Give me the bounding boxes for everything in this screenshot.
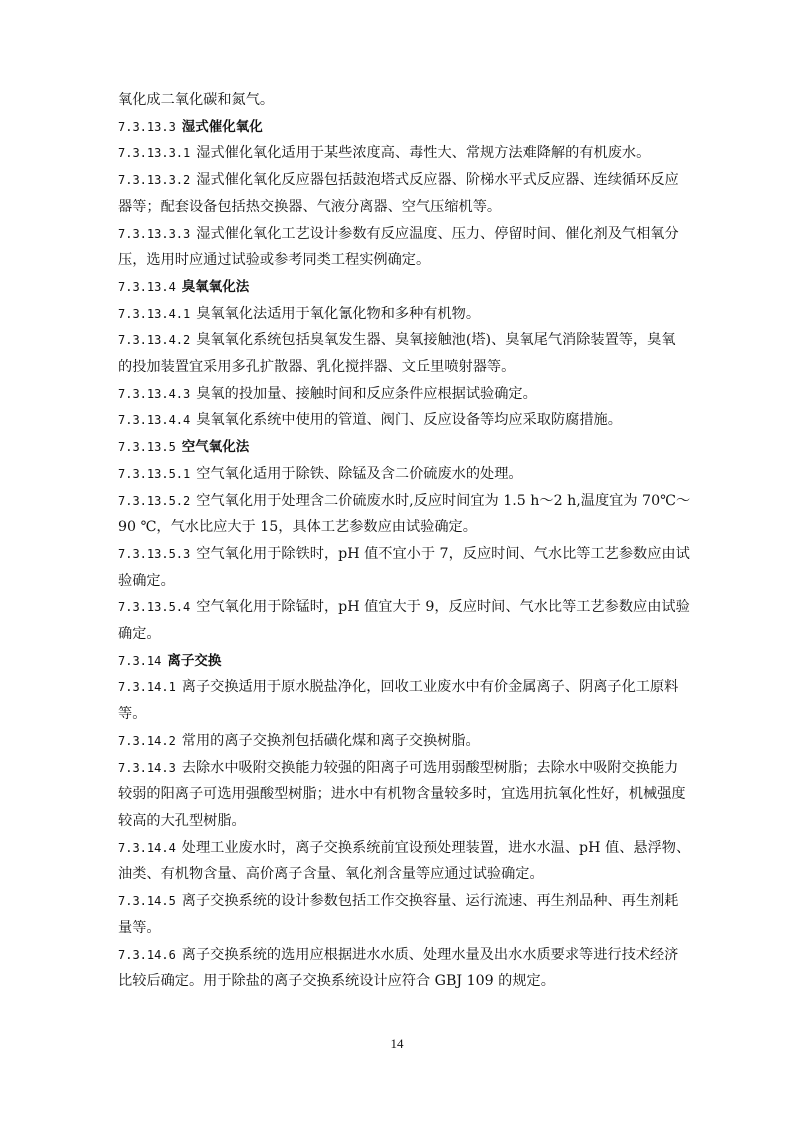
text-line (118, 888, 686, 915)
clause-text: 湿式催化氧化工艺设计参数有反应温度、压力、停留时间、催化剂及气相氧分 (196, 225, 679, 242)
document-body (118, 87, 691, 995)
text-line (118, 808, 686, 835)
clause-text: 常用的离子交换剂包括磺化煤和离子交换树脂。 (181, 732, 480, 749)
clause-number: 7.3.14.6 (118, 947, 176, 962)
heading-text: 离子交换 (167, 652, 222, 669)
clause-text: 氧化成二氧化碳和氮气。 (118, 92, 275, 108)
clause-text: 油类、有机物含量、高价离子含量、氧化剂含量等应通过试验确定。 (118, 866, 544, 883)
text-line (118, 728, 686, 755)
clause-number: 7.3.14.4 (118, 840, 176, 855)
clause-number: 7.3.13.4.2 (118, 333, 191, 348)
text-line (118, 568, 686, 595)
clause-text: 空气氧化用于除铁时，pH 值不宜小于 7，反应时间、气水比等工艺参数应由试 (196, 545, 690, 562)
section-heading (118, 434, 686, 461)
clause-text: 空气氧化用于处理含二价硫废水时,反应时间宜为 1.5 h～2 h,温度宜为 70℃～ (196, 492, 691, 509)
clause-text: 压，选用时应通过试验或参考同类工程实例确定。 (118, 252, 431, 269)
text-line (118, 247, 686, 274)
text-line (118, 221, 686, 248)
clause-number: 7.3.13.5 (118, 440, 176, 455)
clause-text: 处理工业废水时，离子交换系统前宜设预处理装置，进水水温、pH 值、悬浮物、 (181, 839, 691, 856)
clause-number: 7.3.13.5.1 (118, 466, 191, 481)
clause-text: 较高的大孔型树脂。 (118, 812, 246, 829)
clause-number: 7.3.13.4.3 (118, 386, 191, 401)
text-line (118, 621, 686, 648)
clause-text: 90 ℃，气水比应大于 15，具体工艺参数应由试验确定。 (118, 519, 477, 536)
text-line (118, 594, 690, 621)
text-line (118, 541, 690, 568)
text-line (118, 194, 686, 221)
clause-text: 湿式催化氧化反应器包括鼓泡塔式反应器、阶梯水平式反应器、连续循环反应 (196, 172, 679, 189)
page-number: 14 (390, 1036, 404, 1051)
clause-number: 7.3.13.3.1 (118, 146, 191, 161)
text-line (118, 701, 686, 728)
text-line (118, 674, 686, 701)
text-line (118, 167, 686, 194)
text-line (118, 835, 691, 862)
section-heading (118, 114, 686, 141)
section-heading (118, 274, 686, 301)
clause-text: 空气氧化适用于除铁、除锰及含二价硫废水的处理。 (196, 465, 523, 482)
text-line (118, 488, 691, 515)
section-heading (118, 648, 686, 675)
text-line (118, 781, 686, 808)
heading-text: 湿式催化氧化 (181, 118, 263, 135)
clause-number: 7.3.13.3 (118, 119, 176, 134)
clause-number: 7.3.13.4.1 (118, 306, 191, 321)
clause-number: 7.3.13.5.3 (118, 546, 191, 561)
clause-number: 7.3.13.5.2 (118, 493, 191, 508)
clause-text: 较弱的阳离子可选用强酸型树脂；进水中有机物含量较多时，宜选用抗氧化性好，机械强度 (118, 786, 686, 803)
clause-text: 验确定。 (118, 572, 175, 589)
clause-number: 7.3.14.1 (118, 680, 176, 695)
clause-text: 确定。 (118, 626, 161, 643)
clause-text: 的投加装置宜采用多孔扩散器、乳化搅拌器、文丘里喷射器等。 (118, 359, 516, 376)
text-line (118, 87, 686, 114)
text-line (118, 354, 686, 381)
clause-text: 比较后确定。用于除盐的离子交换系统设计应符合 GBJ 109 的规定。 (118, 973, 555, 990)
clause-number: 7.3.13.4 (118, 279, 176, 294)
heading-text: 空气氧化法 (181, 439, 250, 456)
clause-text: 离子交换系统的设计参数包括工作交换容量、运行流速、再生剂品种、再生剂耗 (181, 893, 679, 910)
text-line (118, 755, 686, 782)
clause-text: 湿式催化氧化适用于某些浓度高、毒性大、常规方法难降解的有机废水。 (196, 145, 651, 162)
text-line (118, 140, 686, 167)
clause-text: 臭氧的投加量、接触时间和反应条件应根据试验确定。 (196, 385, 537, 402)
heading-text: 臭氧氧化法 (181, 278, 250, 295)
clause-text: 臭氧氧化法适用于氧化氰化物和多种有机物。 (196, 305, 481, 322)
clause-text: 臭氧氧化系统中使用的管道、阀门、反应设备等均应采取防腐措施。 (196, 412, 622, 429)
clause-number: 7.3.13.3.3 (118, 226, 191, 241)
clause-text: 器等；配套设备包括热交换器、气液分离器、空气压缩机等。 (118, 198, 502, 215)
clause-number: 7.3.13.4.4 (118, 413, 191, 428)
clause-text: 等。 (118, 706, 147, 723)
clause-number: 7.3.14.2 (118, 733, 176, 748)
text-line (118, 968, 686, 995)
clause-text: 离子交换系统的选用应根据进水水质、处理水量及出水水质要求等进行技术经济 (181, 946, 679, 963)
text-line (118, 407, 686, 434)
clause-text: 空气氧化用于除锰时，pH 值宜大于 9，反应时间、气水比等工艺参数应由试验 (196, 599, 690, 616)
clause-number: 7.3.13.3.2 (118, 173, 191, 188)
clause-text: 离子交换适用于原水脱盐净化，回收工业废水中有价金属离子、阴离子化工原料 (181, 679, 679, 696)
text-line (118, 861, 686, 888)
text-line (118, 327, 686, 354)
clause-text: 臭氧氧化系统包括臭氧发生器、臭氧接触池(塔)、臭氧尾气消除装置等，臭氧 (196, 332, 676, 349)
clause-number: 7.3.13.5.4 (118, 600, 191, 615)
clause-number: 7.3.14.5 (118, 894, 176, 909)
clause-text: 量等。 (118, 919, 161, 936)
text-line (118, 915, 686, 942)
clause-number: 7.3.14.3 (118, 760, 176, 775)
text-line (118, 514, 686, 541)
clause-number: 7.3.14 (118, 653, 162, 668)
text-line (118, 301, 686, 328)
text-line (118, 381, 686, 408)
text-line (118, 461, 686, 488)
text-line (118, 942, 686, 969)
clause-text: 去除水中吸附交换能力较强的阳离子可选用弱酸型树脂；去除水中吸附交换能力 (181, 759, 679, 776)
